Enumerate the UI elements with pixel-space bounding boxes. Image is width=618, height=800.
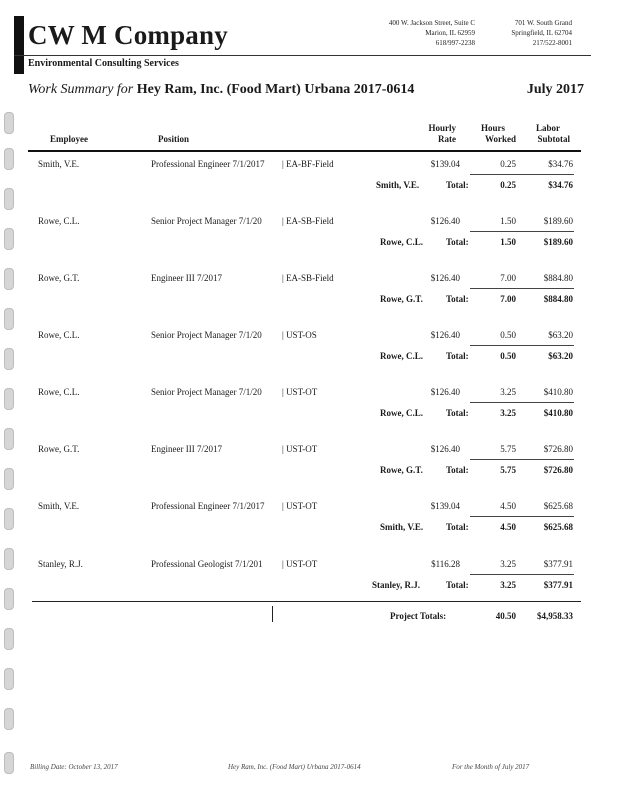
punch-hole bbox=[4, 388, 14, 410]
punch-hole bbox=[4, 348, 14, 370]
position: Engineer III 7/2017 bbox=[151, 444, 222, 454]
total-employee-name: Rowe, G.T. bbox=[380, 465, 423, 475]
subtotal-rule bbox=[470, 574, 574, 575]
total-employee-name: Smith, V.E. bbox=[376, 180, 420, 190]
labor-subtotal: $726.80 bbox=[543, 444, 573, 454]
hours-worked: 0.50 bbox=[500, 330, 516, 340]
column-header-rate bbox=[412, 123, 456, 145]
address-line: 618/997-2238 bbox=[435, 39, 475, 47]
header-line: Hourly bbox=[428, 123, 456, 133]
office-address-springfield bbox=[480, 18, 572, 48]
report-title bbox=[28, 82, 414, 98]
column-header-labor bbox=[526, 123, 570, 145]
total-amount: $726.80 bbox=[543, 465, 573, 475]
header-line: Subtotal bbox=[537, 134, 570, 144]
employee-name: Rowe, C.L. bbox=[38, 330, 80, 340]
company-tagline: Environmental Consulting Services bbox=[28, 58, 179, 69]
position: Senior Project Manager 7/1/20 bbox=[151, 330, 262, 340]
employee-name: Rowe, G.T. bbox=[38, 444, 80, 454]
subtotal-rule bbox=[470, 516, 574, 517]
labor-subtotal: $410.80 bbox=[543, 387, 573, 397]
total-amount: $377.91 bbox=[543, 580, 573, 590]
hourly-rate: $126.40 bbox=[430, 387, 460, 397]
task-code-text: EA-BF-Field bbox=[286, 159, 334, 169]
task-code: | UST-OS bbox=[282, 330, 317, 340]
company-name: CW M Company bbox=[28, 20, 228, 50]
labor-subtotal: $377.91 bbox=[543, 559, 573, 569]
labor-subtotal: $884.80 bbox=[543, 273, 573, 283]
position: Professional Engineer 7/1/2017 bbox=[151, 501, 265, 511]
footer-project: Hey Ram, Inc. (Food Mart) Urbana 2017-0614 bbox=[228, 763, 361, 771]
address-line: Marion, IL 62959 bbox=[425, 29, 475, 37]
subtotal-rule bbox=[470, 402, 574, 403]
punch-hole bbox=[4, 548, 14, 570]
hourly-rate: $139.04 bbox=[430, 501, 460, 511]
footer-billing-date: Billing Date: October 13, 2017 bbox=[30, 763, 118, 771]
hours-worked: 3.25 bbox=[500, 559, 516, 569]
task-code: | UST-OT bbox=[282, 501, 318, 511]
hours-worked: 3.25 bbox=[500, 387, 516, 397]
address-line: 701 W. South Grand bbox=[514, 19, 572, 27]
punch-hole bbox=[4, 112, 14, 134]
total-employee-name: Rowe, C.L. bbox=[380, 237, 423, 247]
total-employee-name: Rowe, C.L. bbox=[380, 351, 423, 361]
total-hours: 5.75 bbox=[500, 465, 516, 475]
hours-worked: 4.50 bbox=[500, 501, 516, 511]
total-employee-name: Rowe, G.T. bbox=[380, 294, 423, 304]
subtotal-rule bbox=[470, 345, 574, 346]
task-code: | UST-OT bbox=[282, 559, 318, 569]
subtotal-rule bbox=[470, 459, 574, 460]
employee-name: Smith, V.E. bbox=[38, 159, 80, 169]
subtotal-rule bbox=[470, 174, 574, 175]
punch-hole bbox=[4, 428, 14, 450]
header-accent-bar bbox=[14, 16, 24, 74]
total-amount: $625.68 bbox=[543, 522, 573, 532]
punch-hole bbox=[4, 628, 14, 650]
hours-worked: 1.50 bbox=[500, 216, 516, 226]
employee-name: Stanley, R.J. bbox=[38, 559, 83, 569]
project-totals-bracket bbox=[272, 606, 273, 622]
task-code-text: UST-OT bbox=[286, 559, 318, 569]
hourly-rate: $126.40 bbox=[430, 330, 460, 340]
footer-period: For the Month of July 2017 bbox=[452, 763, 530, 771]
position: Professional Engineer 7/1/2017 bbox=[151, 159, 265, 169]
task-code-text: UST-OT bbox=[286, 444, 318, 454]
total-amount: $63.20 bbox=[548, 351, 573, 361]
task-code: | EA-BF-Field bbox=[282, 159, 334, 169]
punch-hole bbox=[4, 588, 14, 610]
address-line: Springfield, IL 62704 bbox=[511, 29, 572, 37]
position: Professional Geologist 7/1/201 bbox=[151, 559, 263, 569]
punch-hole bbox=[4, 668, 14, 690]
punch-hole bbox=[4, 708, 14, 730]
column-header-position: Position bbox=[158, 134, 190, 144]
total-employee-name: Smith, V.E. bbox=[380, 522, 424, 532]
project-total-amount: $4,958.33 bbox=[537, 611, 573, 621]
total-amount: $884.80 bbox=[543, 294, 573, 304]
hours-worked: 7.00 bbox=[500, 273, 516, 283]
total-label: Total: bbox=[446, 351, 469, 361]
hours-worked: 0.25 bbox=[500, 159, 516, 169]
total-amount: $189.60 bbox=[543, 237, 573, 247]
task-code-text: UST-OT bbox=[286, 387, 318, 397]
total-hours: 3.25 bbox=[500, 408, 516, 418]
total-hours: 7.00 bbox=[500, 294, 516, 304]
punch-hole bbox=[4, 308, 14, 330]
task-code-text: EA-SB-Field bbox=[286, 216, 334, 226]
project-total-hours: 40.50 bbox=[495, 611, 516, 621]
column-header-employee: Employee bbox=[50, 134, 88, 144]
employee-name: Rowe, C.L. bbox=[38, 387, 80, 397]
address-line: 400 W. Jackson Street, Suite C bbox=[388, 19, 475, 27]
header-line: Worked bbox=[484, 134, 516, 144]
total-label: Total: bbox=[446, 465, 469, 475]
title-subject: Hey Ram, Inc. (Food Mart) Urbana 2017-0614 bbox=[136, 82, 415, 97]
labor-subtotal: $34.76 bbox=[548, 159, 573, 169]
punch-hole bbox=[4, 468, 14, 490]
total-label: Total: bbox=[446, 522, 469, 532]
employee-name: Rowe, C.L. bbox=[38, 216, 80, 226]
task-code-text: EA-SB-Field bbox=[286, 273, 334, 283]
hourly-rate: $126.40 bbox=[430, 273, 460, 283]
hourly-rate: $126.40 bbox=[430, 216, 460, 226]
punch-hole bbox=[4, 188, 14, 210]
task-code: | UST-OT bbox=[282, 444, 318, 454]
total-hours: 3.25 bbox=[500, 580, 516, 590]
project-totals-label: Project Totals: bbox=[390, 611, 447, 621]
header-line: Hours bbox=[480, 123, 505, 133]
address-line: 217/522-8001 bbox=[532, 39, 572, 47]
total-hours: 0.25 bbox=[500, 180, 516, 190]
total-employee-name: Rowe, C.L. bbox=[380, 408, 423, 418]
total-label: Total: bbox=[446, 580, 469, 590]
total-employee-name: Stanley, R.J. bbox=[372, 580, 421, 590]
hourly-rate: $139.04 bbox=[430, 159, 460, 169]
title-prefix: Work Summary for bbox=[28, 82, 134, 97]
hourly-rate: $126.40 bbox=[430, 444, 460, 454]
labor-subtotal: $189.60 bbox=[543, 216, 573, 226]
task-code-text: UST-OS bbox=[286, 330, 317, 340]
punch-hole bbox=[4, 148, 14, 170]
hours-worked: 5.75 bbox=[500, 444, 516, 454]
total-label: Total: bbox=[446, 408, 469, 418]
subtotal-rule bbox=[470, 288, 574, 289]
project-totals-rule bbox=[32, 601, 581, 602]
header-rule bbox=[28, 150, 581, 152]
subtotal-rule bbox=[470, 231, 574, 232]
total-label: Total: bbox=[446, 180, 469, 190]
header-divider bbox=[14, 55, 591, 56]
task-code: | EA-SB-Field bbox=[282, 273, 334, 283]
office-address-marion bbox=[335, 18, 475, 48]
employee-name: Smith, V.E. bbox=[38, 501, 80, 511]
report-month: July 2017 bbox=[526, 82, 584, 97]
employee-name: Rowe, G.T. bbox=[38, 273, 80, 283]
header-line: Labor bbox=[535, 123, 560, 133]
labor-subtotal: $625.68 bbox=[543, 501, 573, 511]
labor-subtotal: $63.20 bbox=[548, 330, 573, 340]
header-line: Rate bbox=[438, 134, 456, 144]
task-code: | UST-OT bbox=[282, 387, 318, 397]
total-amount: $34.76 bbox=[548, 180, 573, 190]
total-label: Total: bbox=[446, 294, 469, 304]
position: Senior Project Manager 7/1/20 bbox=[151, 387, 262, 397]
punch-hole bbox=[4, 268, 14, 290]
position: Engineer III 7/2017 bbox=[151, 273, 222, 283]
position: Senior Project Manager 7/1/20 bbox=[151, 216, 262, 226]
punch-hole bbox=[4, 508, 14, 530]
punch-hole bbox=[4, 228, 14, 250]
total-label: Total: bbox=[446, 237, 469, 247]
total-hours: 1.50 bbox=[500, 237, 516, 247]
hourly-rate: $116.28 bbox=[431, 559, 460, 569]
total-hours: 0.50 bbox=[500, 351, 516, 361]
total-hours: 4.50 bbox=[500, 522, 516, 532]
total-amount: $410.80 bbox=[543, 408, 573, 418]
task-code: | EA-SB-Field bbox=[282, 216, 334, 226]
task-code-text: UST-OT bbox=[286, 501, 318, 511]
punch-hole bbox=[4, 752, 14, 774]
column-header-hours bbox=[470, 123, 516, 145]
